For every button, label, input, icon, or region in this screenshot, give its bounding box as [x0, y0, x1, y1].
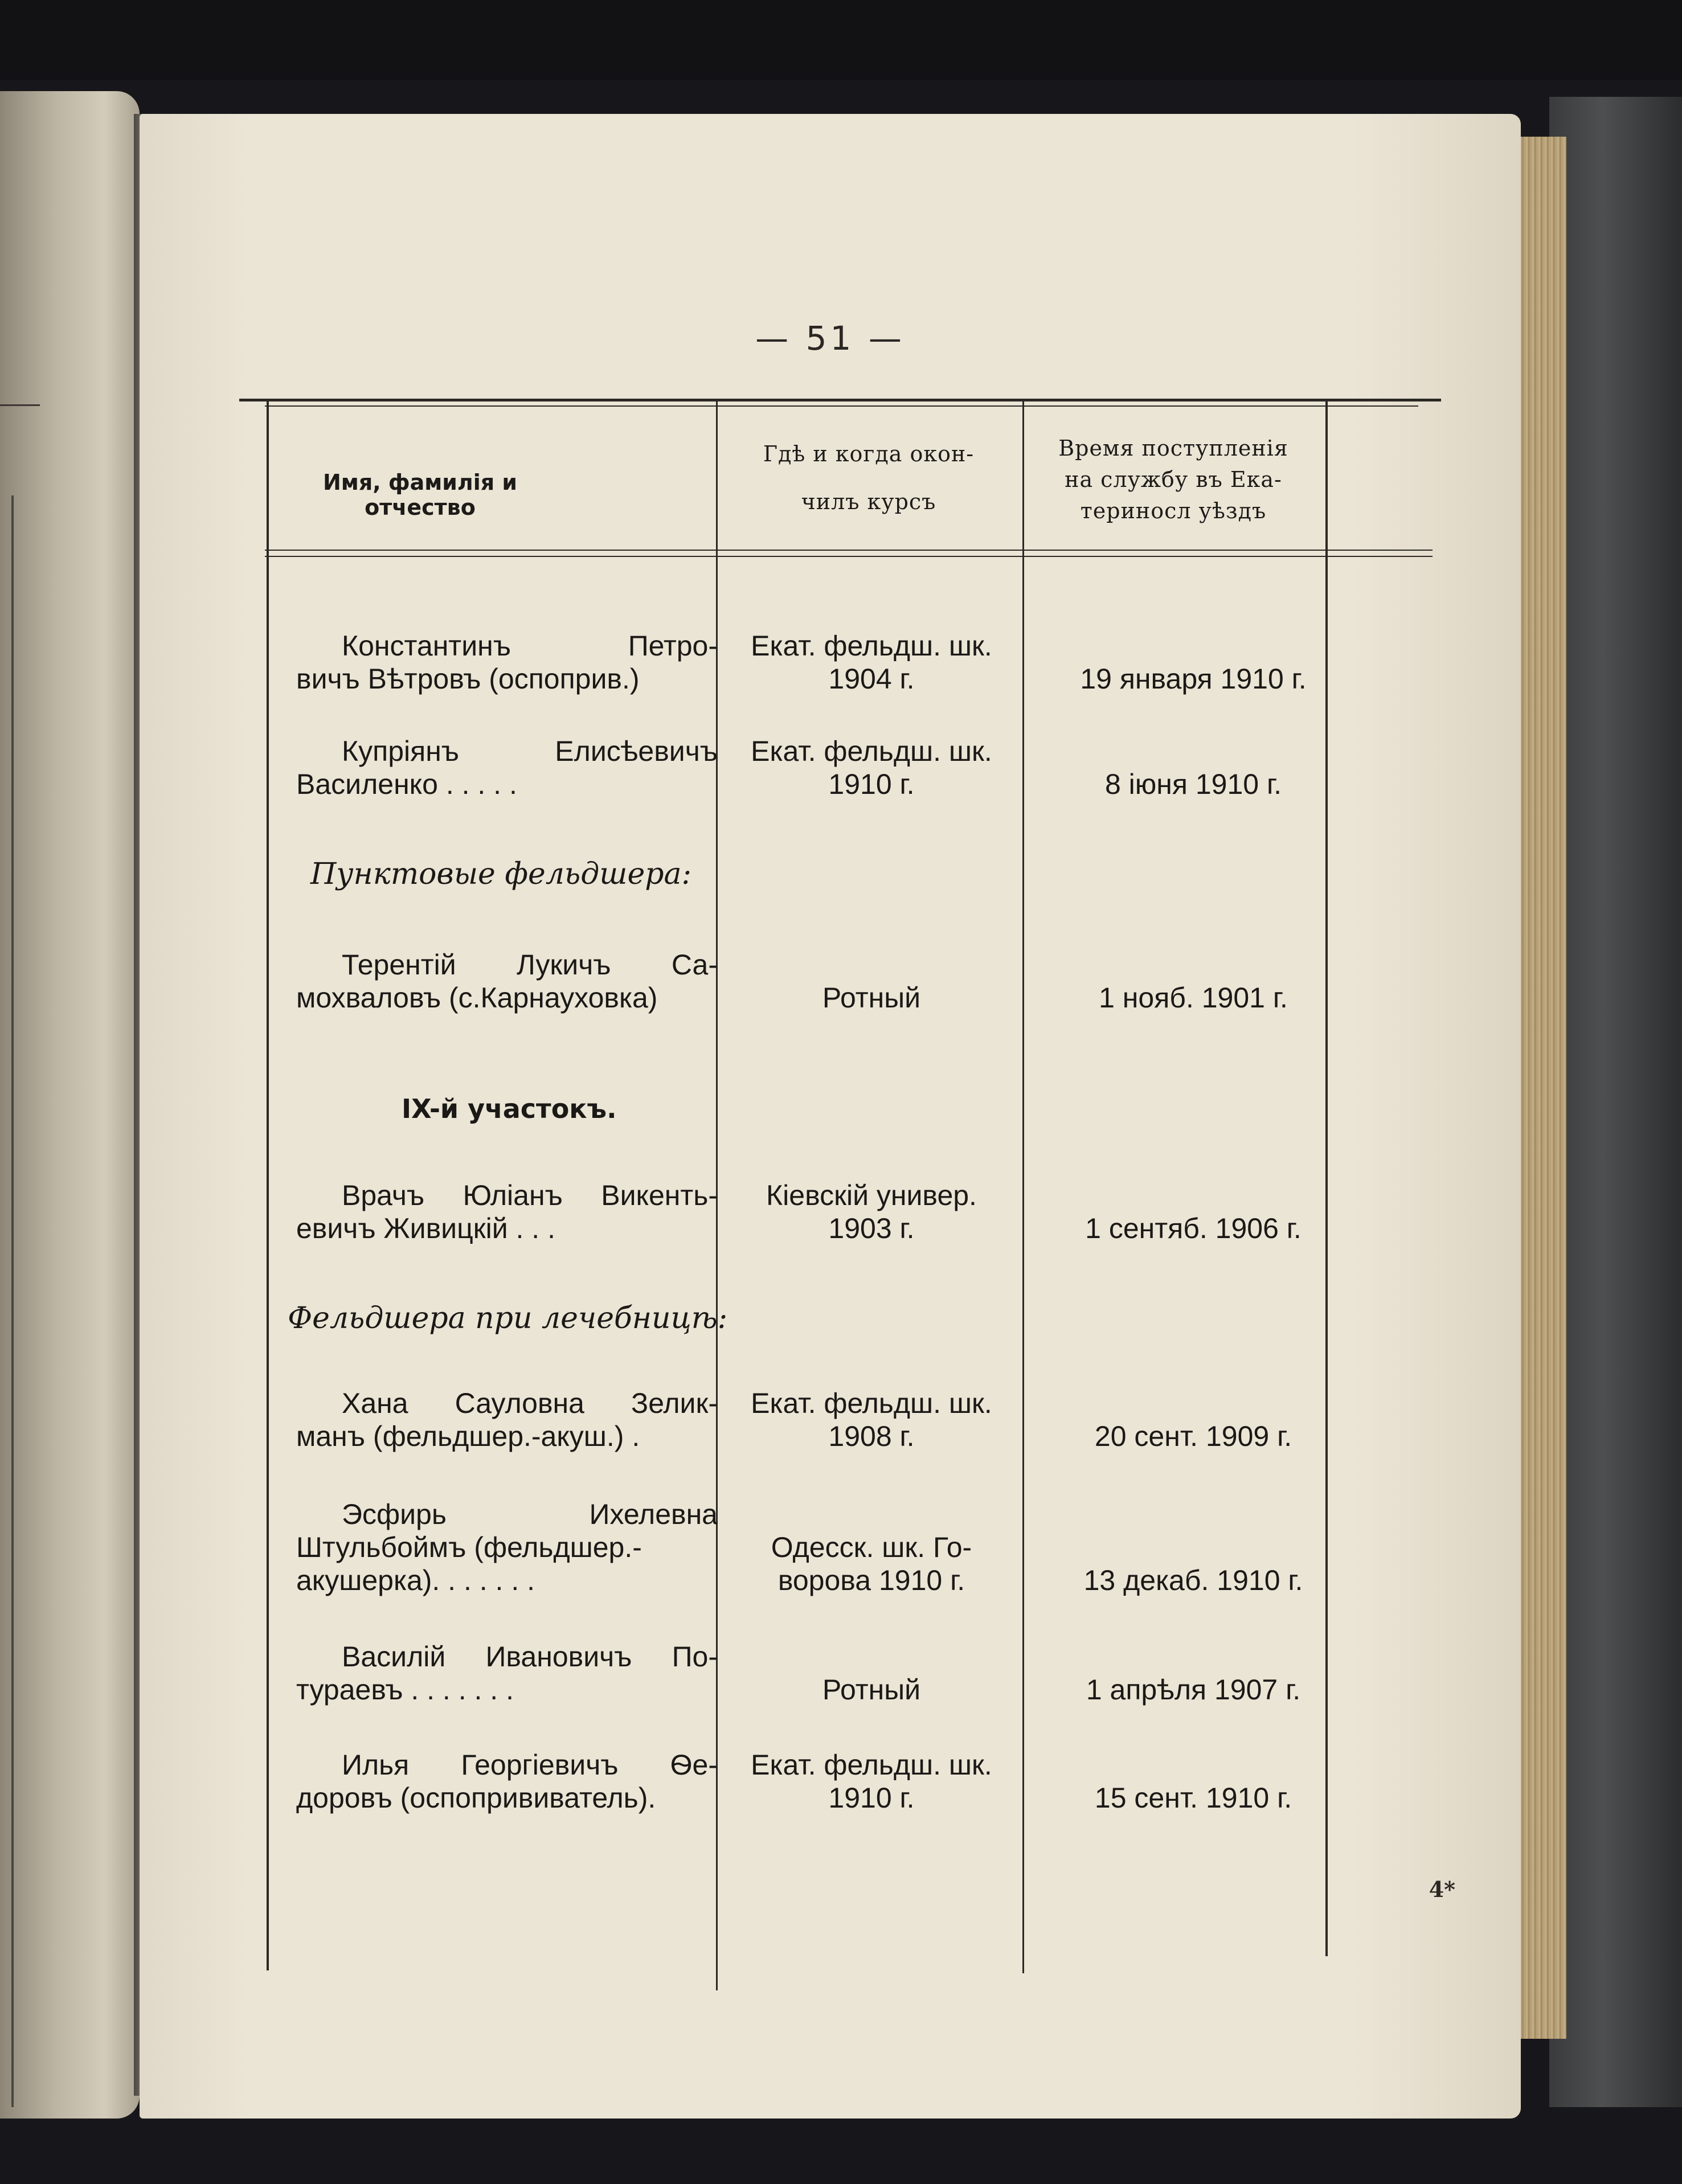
- sheet-signature: 4*: [1429, 1876, 1455, 1902]
- table-row-time: 8 іюня 1910 г.: [1104, 768, 1282, 800]
- header-name: Имя, фамилія и отчество: [322, 470, 518, 520]
- book-cover-top: [0, 0, 1682, 80]
- table-row-name: Константинъ Петро- вичъ Вѣтровъ (оспоприв.): [296, 630, 718, 695]
- table-row-where: Кіевскій универ. 1903 г.: [766, 1179, 977, 1244]
- table-row-time: 1 нояб. 1901 г.: [1099, 982, 1288, 1014]
- table-row-time: 19 января 1910 г.: [1080, 663, 1307, 695]
- left-page-rule: [0, 404, 40, 406]
- table-row-where: Екат. фельдш. шк. 1910 г.: [751, 1749, 992, 1814]
- right-page: [140, 114, 1521, 2119]
- header-time-line: териносл уѣздъ: [1080, 498, 1267, 523]
- table-row-name: Эсфирь Ихелевна Штульбоймъ (фельдшер.- акушерка). . . . . . .: [296, 1498, 718, 1596]
- header-time-line: Время поступленія: [1058, 436, 1288, 461]
- table-row-where: Одесск. шк. Го- ворова 1910 г.: [771, 1531, 972, 1596]
- section-heading-uchastok: IX-й участокъ.: [402, 1093, 617, 1124]
- header-where: [721, 430, 1017, 526]
- table-row-where: Екат. фельдш. шк. 1908 г.: [751, 1387, 992, 1452]
- header-bottom-rule: [265, 550, 1433, 551]
- header-where-line: чилъ курсъ: [801, 489, 936, 514]
- book-cover-right: [1549, 97, 1682, 2107]
- table-row-where: Ротный: [822, 982, 921, 1014]
- table-row-where: Екат. фельдш. шк. 1904 г.: [751, 630, 992, 695]
- left-page: [0, 91, 140, 2119]
- table-right-rule: [1325, 401, 1328, 1956]
- table-row-where: Екат. фельдш. шк. 1910 г.: [751, 735, 992, 800]
- page-number: — 51 —: [755, 319, 905, 358]
- header-where-line: Гдѣ и когда окон-: [763, 441, 975, 466]
- table-row-name: Илья Георгіевичъ Ѳе- доровъ (оспопрививатель).: [296, 1749, 718, 1814]
- header-bottom-rule-double: [265, 556, 1433, 557]
- left-page-column-rule: [11, 495, 14, 2107]
- header-time-line: на службу въ Ека-: [1065, 467, 1282, 492]
- table-row-time: 13 декаб. 1910 г.: [1083, 1564, 1303, 1596]
- table-row-name: Василій Ивановичъ По- тураевъ . . . . . . .: [296, 1641, 718, 1706]
- table-row-name: Терентій Лукичъ Са- мохваловъ (с.Карнауховка): [296, 949, 718, 1014]
- table-row-name: Хана Сауловна Зелик- манъ (фельдшер.-акуш.) .: [296, 1387, 718, 1452]
- section-heading-lechebnica: Фельдшера при лечебницѣ:: [288, 1301, 728, 1335]
- table-top-rule-thin: [265, 405, 1418, 407]
- table-row-name: Купріянъ Елисѣевичъ Василенко . . . . .: [296, 735, 718, 800]
- table-top-rule: [239, 399, 1441, 401]
- table-row-where: Ротный: [822, 1674, 921, 1706]
- table-left-rule: [267, 401, 269, 1970]
- table-row-time: 1 сентяб. 1906 г.: [1085, 1212, 1302, 1244]
- table-row-time: 20 сент. 1909 г.: [1094, 1420, 1292, 1452]
- table-row-name: Врачъ Юліанъ Викенть- евичъ Живицкій . . .: [296, 1179, 718, 1244]
- table-row-time: 15 сент. 1910 г.: [1094, 1782, 1292, 1814]
- section-heading-punkt: Пунктовые фельдшера:: [310, 857, 692, 891]
- header-time: [1025, 433, 1321, 527]
- table-row-time: 1 апрѣля 1907 г.: [1086, 1674, 1301, 1706]
- column-rule-2: [1022, 401, 1024, 1973]
